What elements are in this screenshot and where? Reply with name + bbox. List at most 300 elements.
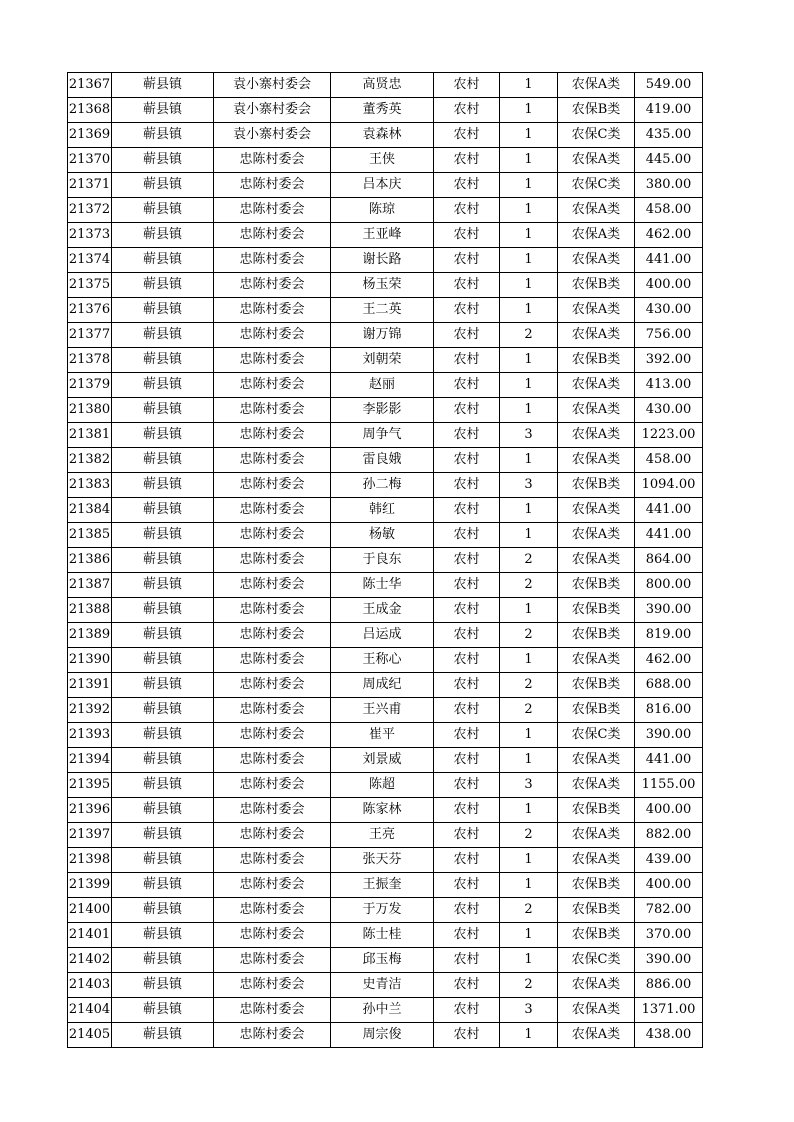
amount-cell: 458.00 <box>635 448 703 473</box>
record-id-cell: 21368 <box>68 98 112 123</box>
name-cell: 韩红 <box>331 498 434 523</box>
town-cell: 蕲县镇 <box>112 1023 214 1048</box>
village-committee-cell: 忠陈村委会 <box>214 923 331 948</box>
town-cell: 蕲县镇 <box>112 273 214 298</box>
insurance-category-cell: 农保A类 <box>558 648 635 673</box>
town-cell: 蕲县镇 <box>112 148 214 173</box>
area-type-cell: 农村 <box>434 348 500 373</box>
record-id-cell: 21387 <box>68 573 112 598</box>
area-type-cell: 农村 <box>434 448 500 473</box>
village-committee-cell: 忠陈村委会 <box>214 548 331 573</box>
record-id-cell: 21378 <box>68 348 112 373</box>
area-type-cell: 农村 <box>434 973 500 998</box>
insurance-category-cell: 农保B类 <box>558 623 635 648</box>
insurance-category-cell: 农保C类 <box>558 173 635 198</box>
table-row <box>68 448 703 473</box>
household-count-cell: 1 <box>500 98 558 123</box>
household-count-cell: 2 <box>500 623 558 648</box>
amount-cell: 430.00 <box>635 398 703 423</box>
amount-cell: 435.00 <box>635 123 703 148</box>
record-id-cell: 21403 <box>68 973 112 998</box>
amount-cell: 445.00 <box>635 148 703 173</box>
household-count-cell: 3 <box>500 773 558 798</box>
amount-cell: 1371.00 <box>635 998 703 1023</box>
table-row <box>68 948 703 973</box>
town-cell: 蕲县镇 <box>112 798 214 823</box>
name-cell: 吕运成 <box>331 623 434 648</box>
town-cell: 蕲县镇 <box>112 173 214 198</box>
insurance-category-cell: 农保B类 <box>558 798 635 823</box>
insurance-category-cell: 农保B类 <box>558 473 635 498</box>
amount-cell: 458.00 <box>635 198 703 223</box>
area-type-cell: 农村 <box>434 523 500 548</box>
village-committee-cell: 忠陈村委会 <box>214 673 331 698</box>
amount-cell: 688.00 <box>635 673 703 698</box>
record-id-cell: 21394 <box>68 748 112 773</box>
household-count-cell: 3 <box>500 473 558 498</box>
area-type-cell: 农村 <box>434 548 500 573</box>
town-cell: 蕲县镇 <box>112 573 214 598</box>
amount-cell: 390.00 <box>635 723 703 748</box>
area-type-cell: 农村 <box>434 498 500 523</box>
household-count-cell: 1 <box>500 123 558 148</box>
insurance-category-cell: 农保B类 <box>558 98 635 123</box>
table-row <box>68 123 703 148</box>
town-cell: 蕲县镇 <box>112 998 214 1023</box>
amount-cell: 370.00 <box>635 923 703 948</box>
table-row <box>68 248 703 273</box>
household-count-cell: 1 <box>500 723 558 748</box>
amount-cell: 400.00 <box>635 273 703 298</box>
town-cell: 蕲县镇 <box>112 398 214 423</box>
name-cell: 陈家林 <box>331 798 434 823</box>
insurance-category-cell: 农保C类 <box>558 948 635 973</box>
village-committee-cell: 忠陈村委会 <box>214 148 331 173</box>
town-cell: 蕲县镇 <box>112 323 214 348</box>
name-cell: 崔平 <box>331 723 434 748</box>
insurance-category-cell: 农保B类 <box>558 673 635 698</box>
area-type-cell: 农村 <box>434 598 500 623</box>
amount-cell: 400.00 <box>635 798 703 823</box>
village-committee-cell: 忠陈村委会 <box>214 223 331 248</box>
name-cell: 李影影 <box>331 398 434 423</box>
table-row <box>68 823 703 848</box>
amount-cell: 390.00 <box>635 598 703 623</box>
table-row <box>68 748 703 773</box>
table-row <box>68 498 703 523</box>
village-committee-cell: 忠陈村委会 <box>214 373 331 398</box>
village-committee-cell: 忠陈村委会 <box>214 998 331 1023</box>
record-id-cell: 21367 <box>68 73 112 98</box>
record-id-cell: 21392 <box>68 698 112 723</box>
amount-cell: 819.00 <box>635 623 703 648</box>
insurance-category-cell: 农保B类 <box>558 898 635 923</box>
amount-cell: 782.00 <box>635 898 703 923</box>
household-count-cell: 2 <box>500 573 558 598</box>
area-type-cell: 农村 <box>434 848 500 873</box>
name-cell: 赵丽 <box>331 373 434 398</box>
name-cell: 王侠 <box>331 148 434 173</box>
village-committee-cell: 忠陈村委会 <box>214 523 331 548</box>
town-cell: 蕲县镇 <box>112 898 214 923</box>
town-cell: 蕲县镇 <box>112 748 214 773</box>
village-committee-cell: 忠陈村委会 <box>214 873 331 898</box>
table-row <box>68 698 703 723</box>
village-committee-cell: 忠陈村委会 <box>214 398 331 423</box>
area-type-cell: 农村 <box>434 748 500 773</box>
record-id-cell: 21400 <box>68 898 112 923</box>
area-type-cell: 农村 <box>434 373 500 398</box>
insurance-category-cell: 农保B类 <box>558 873 635 898</box>
record-id-cell: 21393 <box>68 723 112 748</box>
area-type-cell: 农村 <box>434 573 500 598</box>
amount-cell: 462.00 <box>635 648 703 673</box>
record-id-cell: 21373 <box>68 223 112 248</box>
name-cell: 张天芬 <box>331 848 434 873</box>
household-count-cell: 2 <box>500 698 558 723</box>
village-committee-cell: 忠陈村委会 <box>214 498 331 523</box>
town-cell: 蕲县镇 <box>112 848 214 873</box>
insurance-category-cell: 农保A类 <box>558 323 635 348</box>
table-row <box>68 298 703 323</box>
table-row <box>68 423 703 448</box>
town-cell: 蕲县镇 <box>112 448 214 473</box>
insurance-category-cell: 农保A类 <box>558 423 635 448</box>
household-count-cell: 2 <box>500 973 558 998</box>
household-count-cell: 1 <box>500 923 558 948</box>
area-type-cell: 农村 <box>434 1023 500 1048</box>
record-id-cell: 21375 <box>68 273 112 298</box>
household-count-cell: 2 <box>500 673 558 698</box>
village-committee-cell: 袁小寨村委会 <box>214 73 331 98</box>
name-cell: 王兴甫 <box>331 698 434 723</box>
table-row <box>68 223 703 248</box>
table-row <box>68 623 703 648</box>
name-cell: 孙二梅 <box>331 473 434 498</box>
insurance-category-cell: 农保C类 <box>558 723 635 748</box>
household-count-cell: 1 <box>500 748 558 773</box>
area-type-cell: 农村 <box>434 73 500 98</box>
village-committee-cell: 忠陈村委会 <box>214 723 331 748</box>
amount-cell: 1223.00 <box>635 423 703 448</box>
village-committee-cell: 忠陈村委会 <box>214 623 331 648</box>
insurance-category-cell: 农保A类 <box>558 1023 635 1048</box>
village-committee-cell: 忠陈村委会 <box>214 598 331 623</box>
amount-cell: 886.00 <box>635 973 703 998</box>
record-id-cell: 21396 <box>68 798 112 823</box>
village-committee-cell: 忠陈村委会 <box>214 648 331 673</box>
town-cell: 蕲县镇 <box>112 973 214 998</box>
record-id-cell: 21397 <box>68 823 112 848</box>
village-committee-cell: 忠陈村委会 <box>214 198 331 223</box>
amount-cell: 882.00 <box>635 823 703 848</box>
record-id-cell: 21405 <box>68 1023 112 1048</box>
town-cell: 蕲县镇 <box>112 348 214 373</box>
insurance-category-cell: 农保C类 <box>558 123 635 148</box>
household-count-cell: 1 <box>500 223 558 248</box>
insurance-category-cell: 农保A类 <box>558 498 635 523</box>
village-committee-cell: 忠陈村委会 <box>214 348 331 373</box>
amount-cell: 390.00 <box>635 948 703 973</box>
record-id-cell: 21399 <box>68 873 112 898</box>
name-cell: 王成金 <box>331 598 434 623</box>
record-id-cell: 21383 <box>68 473 112 498</box>
insurance-category-cell: 农保A类 <box>558 248 635 273</box>
area-type-cell: 农村 <box>434 923 500 948</box>
table-row <box>68 523 703 548</box>
town-cell: 蕲县镇 <box>112 198 214 223</box>
record-id-cell: 21401 <box>68 923 112 948</box>
name-cell: 谢万锦 <box>331 323 434 348</box>
amount-cell: 1094.00 <box>635 473 703 498</box>
name-cell: 陈士桂 <box>331 923 434 948</box>
village-committee-cell: 忠陈村委会 <box>214 173 331 198</box>
amount-cell: 462.00 <box>635 223 703 248</box>
record-id-cell: 21402 <box>68 948 112 973</box>
table-row <box>68 198 703 223</box>
area-type-cell: 农村 <box>434 873 500 898</box>
area-type-cell: 农村 <box>434 948 500 973</box>
table-row <box>68 323 703 348</box>
table-row <box>68 273 703 298</box>
household-count-cell: 1 <box>500 73 558 98</box>
household-count-cell: 1 <box>500 373 558 398</box>
record-id-cell: 21385 <box>68 523 112 548</box>
town-cell: 蕲县镇 <box>112 648 214 673</box>
household-count-cell: 1 <box>500 873 558 898</box>
area-type-cell: 农村 <box>434 698 500 723</box>
name-cell: 杨敏 <box>331 523 434 548</box>
village-committee-cell: 忠陈村委会 <box>214 1023 331 1048</box>
name-cell: 王称心 <box>331 648 434 673</box>
town-cell: 蕲县镇 <box>112 873 214 898</box>
record-id-cell: 21388 <box>68 598 112 623</box>
name-cell: 王振奎 <box>331 873 434 898</box>
table-row <box>68 398 703 423</box>
area-type-cell: 农村 <box>434 673 500 698</box>
town-cell: 蕲县镇 <box>112 73 214 98</box>
amount-cell: 549.00 <box>635 73 703 98</box>
village-committee-cell: 忠陈村委会 <box>214 973 331 998</box>
household-count-cell: 2 <box>500 548 558 573</box>
town-cell: 蕲县镇 <box>112 523 214 548</box>
insurance-category-cell: 农保A类 <box>558 548 635 573</box>
household-count-cell: 1 <box>500 648 558 673</box>
name-cell: 王二英 <box>331 298 434 323</box>
insurance-category-cell: 农保B类 <box>558 923 635 948</box>
household-count-cell: 1 <box>500 598 558 623</box>
record-id-cell: 21371 <box>68 173 112 198</box>
town-cell: 蕲县镇 <box>112 548 214 573</box>
village-committee-cell: 忠陈村委会 <box>214 273 331 298</box>
name-cell: 周争气 <box>331 423 434 448</box>
name-cell: 谢长路 <box>331 248 434 273</box>
name-cell: 陈超 <box>331 773 434 798</box>
name-cell: 刘朝荣 <box>331 348 434 373</box>
household-count-cell: 1 <box>500 273 558 298</box>
name-cell: 王亚峰 <box>331 223 434 248</box>
table-row <box>68 848 703 873</box>
insurance-category-cell: 农保A类 <box>558 148 635 173</box>
area-type-cell: 农村 <box>434 248 500 273</box>
amount-cell: 380.00 <box>635 173 703 198</box>
village-committee-cell: 忠陈村委会 <box>214 248 331 273</box>
area-type-cell: 农村 <box>434 773 500 798</box>
amount-cell: 441.00 <box>635 523 703 548</box>
name-cell: 史青洁 <box>331 973 434 998</box>
table-row <box>68 1023 703 1048</box>
roster-body <box>68 73 703 1048</box>
name-cell: 董秀英 <box>331 98 434 123</box>
village-committee-cell: 忠陈村委会 <box>214 748 331 773</box>
village-committee-cell: 忠陈村委会 <box>214 823 331 848</box>
amount-cell: 800.00 <box>635 573 703 598</box>
table-row <box>68 973 703 998</box>
amount-cell: 816.00 <box>635 698 703 723</box>
table-row <box>68 373 703 398</box>
table-row <box>68 873 703 898</box>
household-count-cell: 2 <box>500 823 558 848</box>
town-cell: 蕲县镇 <box>112 473 214 498</box>
amount-cell: 1155.00 <box>635 773 703 798</box>
insurance-category-cell: 农保A类 <box>558 298 635 323</box>
table-row <box>68 548 703 573</box>
town-cell: 蕲县镇 <box>112 298 214 323</box>
name-cell: 陈琼 <box>331 198 434 223</box>
household-count-cell: 1 <box>500 498 558 523</box>
table-row <box>68 473 703 498</box>
name-cell: 杨玉荣 <box>331 273 434 298</box>
record-id-cell: 21377 <box>68 323 112 348</box>
area-type-cell: 农村 <box>434 323 500 348</box>
town-cell: 蕲县镇 <box>112 423 214 448</box>
household-count-cell: 2 <box>500 323 558 348</box>
insurance-category-cell: 农保A类 <box>558 373 635 398</box>
table-row <box>68 98 703 123</box>
area-type-cell: 农村 <box>434 123 500 148</box>
town-cell: 蕲县镇 <box>112 773 214 798</box>
household-count-cell: 1 <box>500 448 558 473</box>
area-type-cell: 农村 <box>434 798 500 823</box>
village-committee-cell: 忠陈村委会 <box>214 573 331 598</box>
village-committee-cell: 忠陈村委会 <box>214 848 331 873</box>
name-cell: 于万发 <box>331 898 434 923</box>
area-type-cell: 农村 <box>434 473 500 498</box>
amount-cell: 413.00 <box>635 373 703 398</box>
record-id-cell: 21376 <box>68 298 112 323</box>
area-type-cell: 农村 <box>434 723 500 748</box>
name-cell: 高贤忠 <box>331 73 434 98</box>
area-type-cell: 农村 <box>434 823 500 848</box>
area-type-cell: 农村 <box>434 398 500 423</box>
record-id-cell: 21384 <box>68 498 112 523</box>
village-committee-cell: 忠陈村委会 <box>214 448 331 473</box>
insurance-category-cell: 农保A类 <box>558 973 635 998</box>
household-count-cell: 2 <box>500 898 558 923</box>
household-count-cell: 1 <box>500 248 558 273</box>
area-type-cell: 农村 <box>434 298 500 323</box>
insurance-category-cell: 农保B类 <box>558 273 635 298</box>
amount-cell: 441.00 <box>635 748 703 773</box>
village-committee-cell: 忠陈村委会 <box>214 323 331 348</box>
table-row <box>68 573 703 598</box>
insurance-category-cell: 农保A类 <box>558 773 635 798</box>
area-type-cell: 农村 <box>434 148 500 173</box>
household-count-cell: 1 <box>500 348 558 373</box>
record-id-cell: 21404 <box>68 998 112 1023</box>
household-count-cell: 1 <box>500 298 558 323</box>
insurance-category-cell: 农保A类 <box>558 823 635 848</box>
name-cell: 刘景威 <box>331 748 434 773</box>
amount-cell: 864.00 <box>635 548 703 573</box>
record-id-cell: 21390 <box>68 648 112 673</box>
household-count-cell: 1 <box>500 148 558 173</box>
insurance-category-cell: 农保A类 <box>558 523 635 548</box>
insurance-category-cell: 农保B类 <box>558 698 635 723</box>
table-row <box>68 648 703 673</box>
record-id-cell: 21389 <box>68 623 112 648</box>
insurance-category-cell: 农保A类 <box>558 73 635 98</box>
town-cell: 蕲县镇 <box>112 723 214 748</box>
village-committee-cell: 忠陈村委会 <box>214 698 331 723</box>
insurance-category-cell: 农保A类 <box>558 848 635 873</box>
roster-table <box>67 72 703 1048</box>
insurance-category-cell: 农保A类 <box>558 223 635 248</box>
household-count-cell: 1 <box>500 198 558 223</box>
table-row <box>68 898 703 923</box>
amount-cell: 419.00 <box>635 98 703 123</box>
amount-cell: 438.00 <box>635 1023 703 1048</box>
insurance-category-cell: 农保A类 <box>558 998 635 1023</box>
record-id-cell: 21380 <box>68 398 112 423</box>
record-id-cell: 21395 <box>68 773 112 798</box>
village-committee-cell: 忠陈村委会 <box>214 473 331 498</box>
area-type-cell: 农村 <box>434 223 500 248</box>
area-type-cell: 农村 <box>434 198 500 223</box>
table-row <box>68 673 703 698</box>
area-type-cell: 农村 <box>434 898 500 923</box>
area-type-cell: 农村 <box>434 998 500 1023</box>
town-cell: 蕲县镇 <box>112 498 214 523</box>
amount-cell: 439.00 <box>635 848 703 873</box>
village-committee-cell: 忠陈村委会 <box>214 798 331 823</box>
town-cell: 蕲县镇 <box>112 923 214 948</box>
town-cell: 蕲县镇 <box>112 623 214 648</box>
table-row <box>68 798 703 823</box>
household-count-cell: 1 <box>500 173 558 198</box>
town-cell: 蕲县镇 <box>112 248 214 273</box>
town-cell: 蕲县镇 <box>112 823 214 848</box>
amount-cell: 392.00 <box>635 348 703 373</box>
area-type-cell: 农村 <box>434 273 500 298</box>
area-type-cell: 农村 <box>434 173 500 198</box>
table-row <box>68 73 703 98</box>
town-cell: 蕲县镇 <box>112 948 214 973</box>
area-type-cell: 农村 <box>434 648 500 673</box>
amount-cell: 400.00 <box>635 873 703 898</box>
table-row <box>68 598 703 623</box>
household-count-cell: 3 <box>500 998 558 1023</box>
name-cell: 陈士华 <box>331 573 434 598</box>
area-type-cell: 农村 <box>434 623 500 648</box>
record-id-cell: 21369 <box>68 123 112 148</box>
town-cell: 蕲县镇 <box>112 673 214 698</box>
village-committee-cell: 忠陈村委会 <box>214 298 331 323</box>
village-committee-cell: 忠陈村委会 <box>214 948 331 973</box>
household-count-cell: 3 <box>500 423 558 448</box>
town-cell: 蕲县镇 <box>112 598 214 623</box>
name-cell: 孙中兰 <box>331 998 434 1023</box>
